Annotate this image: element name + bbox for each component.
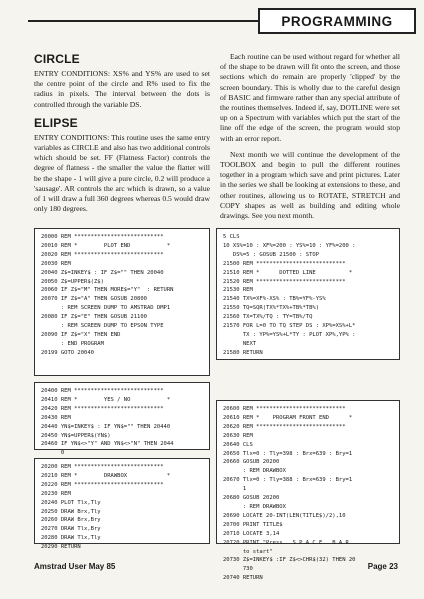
- listing-dotted-line: [216, 228, 400, 360]
- listing-drawbox-code: 20200 REM *************************** 20210 REM * DRAWBOX * 20220 REM *************************** 20230 REM 20240 PLOT Tlx,Tly 20250 DRAW Brx,Tly 20260 DRAW Brx,Bry 20270 DRAW Tlx,Bry 20280 DRAW Tlx,Tly 20290 RETURN: [41, 464, 171, 551]
- right-column: [220, 52, 400, 227]
- footer-page-number: Page 23: [367, 562, 398, 571]
- listing-yes-no-code: 20400 REM *************************** 20410 REM * YES / NO * 20420 REM *************************** 20430 REM 20440 YN$=INKEY$ : IF YN$="" THEN 20440 20450 YN$=UPPER$(YN$) 20460 IF YN$<>"Y" AND YN$<>"N" THEN 2044 0: [41, 388, 174, 457]
- elipse-text: ENTRY CONDITIONS: This routine uses the same entry variables as CIRCLE and also has two additional controls which should be set. FF (Flatness Factor) controls the degree of flatness - the smaller the value the flatter will be the shape - 1 will give a pure circle, 0.2 will produce a 'sausage'. AR controls the arc which is drawn, so a value of 1 will draw a full 360 degrees whereas 0.5 would draw only 180 degrees.: [34, 132, 210, 214]
- listing-drawbox: [34, 458, 210, 551]
- next-month-paragraph: Next month we will continue the development of the TOOLBOX and begin to pull the different routines together in a program which save and print pictures. Later in the series we shall be looking at extensions to these, and other routines, allowing us to ROTATE, STRETCH and COPY shapes as well as building and editing whole drawings. See you next month.: [220, 149, 400, 221]
- left-column: [34, 52, 210, 220]
- listing-yes-no: [34, 382, 210, 457]
- listing-dotted-line-code: 5 CLS 10 XS%=10 : XF%=200 : YS%=10 : YF%=200 : DS%=5 : GOSUB 21500 : STOP 21500 REM *************************** 21510 REM * DOTTED LINE * 21520 REM *************************** 21530 REM 21540 TX%=XF%-XS% : TB%=YF%-YS% 21550 TQ=SQR(TX%*TX%+TB%*TB%) 21560 TX=TX%/TQ : TY=TB%/TQ 21570 FOR L=0 TO TQ STEP DS : XP%=XS%+L* TX : YP%=YS%+L*TY : PLOT XP%,YP% : NEXT 21580 RETURN: [223, 234, 356, 356]
- listing-plot-end: [34, 228, 210, 376]
- listing-plot-end-code: 20000 REM *************************** 20010 REM * PLOT END * 20020 REM *************************** 20030 REM 20040 Z$=INKEY$ : IF Z$="" THEN 20040 20050 Z$=UPPER$(Z$) 20060 IF Z$="M" THEN MORE$="Y" : RETURN 20070 IF Z$="A" THEN GOSUB 20800 : REM SCREEN DUMP TO AMSTRAD DMP1 20080 IF Z$="E" THEN GOSUB 21100 : REM SCREEN DUMP TO EPSON TYPE 20090 IF Z$="X" THEN END : END PROGRAM 20199 GOTO 20040: [41, 234, 174, 356]
- listing-front-end-code: 20600 REM *************************** 20610 REM * PROGRAM FRONT END * 20620 REM *************************** 20630 REM 20640 CLS 20650 Tlx=0 : Tly=398 : Brx=639 : Bry=1 20660 GOSUB 20200 : REM DRAWBOX 20670 Tlx=0 : Tly=388 : Brx=639 : Bry=1 1 20680 GOSUB 20200 : REM DRAWBOX 20690 LOCATE 20-INT(LEN(TITLE$)/2),10 20700 PRINT TITLE$ 20710 LOCATE 3,14 20720 PRINT "Press S P A C E B A R to start" 20730 Z$=INKEY$ :IF Z$<>CHR$(32) THEN 20 730 20740 RETURN: [223, 406, 356, 582]
- circle-heading: CIRCLE: [34, 52, 80, 66]
- circle-text: ENTRY CONDITIONS: XS% and YS% are used to set the centre point of the circle and R% used to fix the radius in pixels. The interval between the dots is controlled through the variable DS.: [34, 69, 210, 109]
- clipping-paragraph: Each routine can be used without regard for whether all of the shape to be drawn will fit onto the screen, and those sections which do remain are properly 'clipped' by the screen boundary. This is wholly due to the careful design of BASIC and firmware rather than any special attribute of the routines themselves. Indeed if, say, DOTLINE were set up on a Spectrum with variables which put the start of the line off the edge of the screen, the program would stop with an error report.: [220, 52, 400, 143]
- footer-issue: Amstrad User May 85: [34, 562, 116, 571]
- elipse-heading: ELIPSE: [34, 115, 78, 130]
- header-rule: [28, 20, 258, 22]
- section-tag: PROGRAMMING: [258, 8, 416, 34]
